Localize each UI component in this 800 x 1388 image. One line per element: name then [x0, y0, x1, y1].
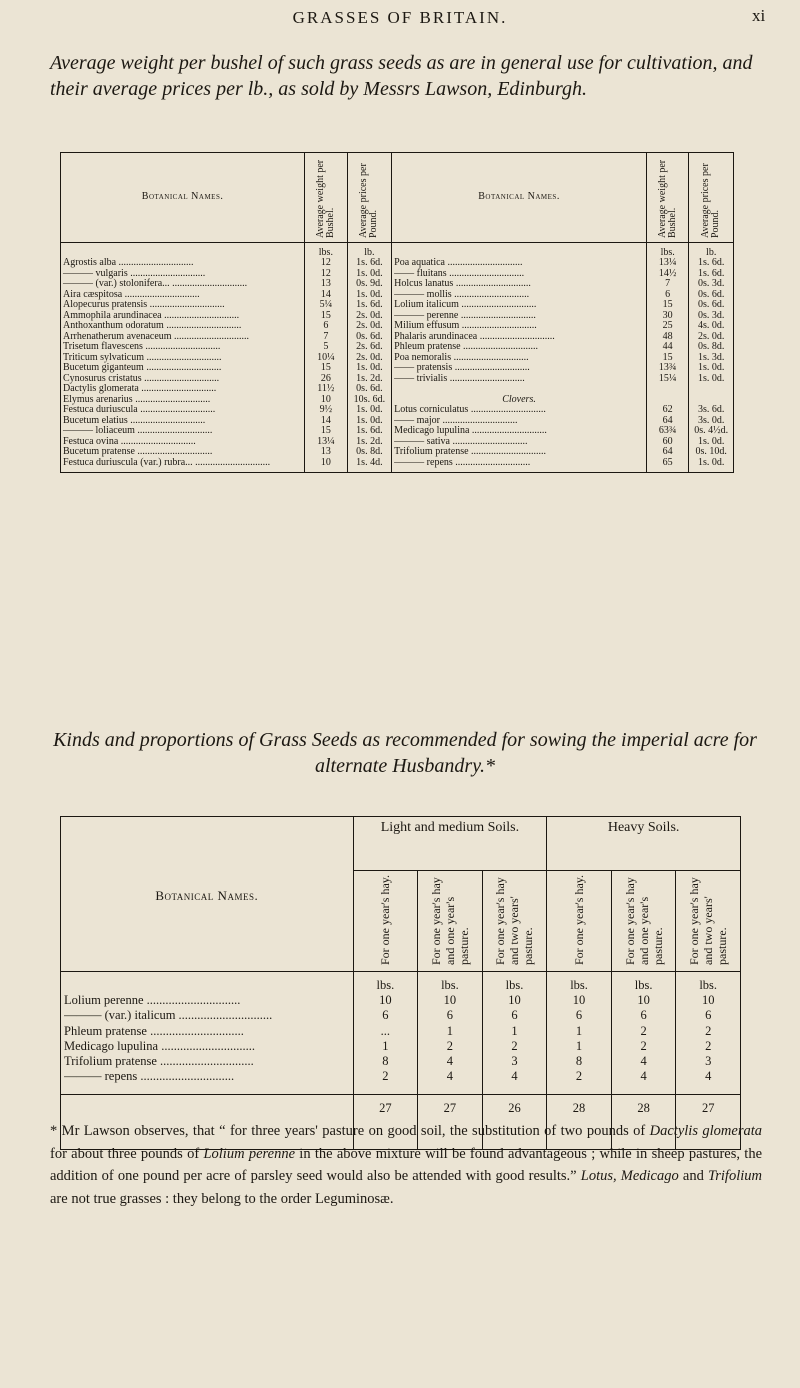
- species-name: Trifolium pratense ..............................: [64, 1053, 254, 1068]
- species-name: Medicago lupulina ..............................: [394, 425, 547, 436]
- t2-total: 26: [482, 1095, 547, 1150]
- species-name: ——— (var.) stolonifera... ..............................: [63, 278, 248, 289]
- price-value: 0s. 3d.: [697, 309, 725, 321]
- price-value: 2s. 0d.: [356, 309, 383, 321]
- price-value: 1s. 0d.: [697, 435, 725, 447]
- weight-value: 64: [662, 414, 673, 426]
- footnote: * Mr Lawson observes, that “ for three years' pasture on good soil, the substitution of two pounds of Dactylis glomerata for about three pounds of Lolium perenne in the above mixture will be found advantageous ; while in sheep pastures, the addition of one pound per acre of parsley seed would also be attended with good results.” Lotus, Medicago and Trifolium are not true grasses : they belong to the order Leguminosæ.: [50, 1123, 762, 1207]
- species-name: —— trivialis ..............................: [394, 372, 525, 384]
- price-value: 1s. 6d.: [697, 267, 725, 279]
- weight-value: 25: [662, 320, 673, 331]
- price-value: 1s. 4d.: [356, 456, 383, 468]
- amount-value: 1: [446, 1023, 454, 1038]
- seed-weight-price-table: [60, 152, 734, 473]
- species-name: Bucetum giganteum ..............................: [63, 362, 222, 373]
- weight-value: 12: [320, 257, 331, 268]
- t2-total: 27: [418, 1095, 483, 1150]
- species-name: Anthoxanthum odoratum ..............................: [63, 320, 242, 331]
- price-value: 0s. 8d.: [697, 341, 725, 352]
- species-name: Bucetum pratense ..............................: [63, 446, 213, 457]
- amount-value: 6: [511, 1008, 518, 1023]
- species-name: Milium effusum ..............................: [394, 320, 537, 331]
- amount-value: 10: [701, 993, 715, 1008]
- price-value: 0s. 10d.: [695, 446, 727, 457]
- t2-col-header: For one year's hay and two years' pasture.: [676, 871, 741, 972]
- species-name: Alopecurus pratensis ..............................: [63, 299, 225, 310]
- weight-value: 12: [320, 267, 331, 279]
- amount-value: 10: [508, 993, 521, 1008]
- t2-values-col: [482, 972, 547, 1095]
- unit-label: lb.: [364, 246, 375, 258]
- price-value: 1s. 3d.: [697, 351, 725, 363]
- weight-value: 64: [662, 446, 673, 457]
- t2-values-col: [611, 972, 676, 1095]
- species-name: Holcus lanatus ..............................: [394, 278, 531, 289]
- species-name: Medicago lupulina ..............................: [64, 1038, 255, 1053]
- amount-value: 10: [443, 993, 457, 1008]
- amount-value: 10: [572, 993, 586, 1008]
- weight-value: 60: [662, 435, 673, 447]
- species-name: ——— repens ..............................: [394, 456, 531, 468]
- weight-value: 14½: [658, 267, 677, 279]
- price-value: 1s. 6d.: [356, 299, 383, 310]
- price-value: 0s. 8d.: [356, 446, 383, 457]
- t2-group-light: Light and medium Soils.: [353, 817, 547, 871]
- weight-value: 15: [320, 425, 331, 436]
- species-name: Lotus corniculatus ..............................: [394, 404, 546, 415]
- weight-value: 11½: [317, 383, 335, 394]
- price-value: 1s. 0d.: [356, 288, 383, 300]
- price-value: 0s. 6d.: [356, 383, 383, 394]
- weight-value: 15: [320, 309, 331, 321]
- page-number: xi: [752, 6, 766, 25]
- species-name: ——— loliaceum ..............................: [63, 425, 213, 436]
- weight-value: 48: [662, 330, 673, 342]
- spacer: [649, 384, 686, 395]
- weight-value: 15: [320, 362, 331, 373]
- amount-value: 6: [705, 1008, 712, 1023]
- weight-value: 63¾: [658, 425, 677, 436]
- price-value: 1s. 2d.: [356, 372, 383, 384]
- weight-value: 13¾: [658, 362, 677, 373]
- unit-label: lbs.: [570, 978, 588, 992]
- weight-value: 13¼: [317, 435, 335, 447]
- running-head: GRASSES OF BRITAIN.: [292, 8, 508, 27]
- amount-value: 1: [575, 1038, 583, 1053]
- weight-value: 15¼: [658, 372, 677, 384]
- price-value: 0s. 6d.: [697, 299, 725, 310]
- unit-label: lbs.: [699, 978, 718, 992]
- price-value: 2s. 6d.: [356, 341, 383, 352]
- species-name: Agrostis alba ..............................: [63, 257, 194, 268]
- price-value: 0s. 6d.: [356, 330, 383, 342]
- species-name: Festuca duriuscula (var.) rubra... ..............................: [63, 456, 271, 468]
- t1-header-price-left: Average prices per Pound.: [347, 153, 392, 243]
- amount-value: 3: [511, 1053, 518, 1068]
- species-name: ——— vulgaris ..............................: [63, 267, 206, 279]
- price-value: 1s. 0d.: [356, 404, 383, 415]
- amount-value: 2: [446, 1038, 454, 1053]
- price-value: 1s. 0d.: [697, 372, 725, 384]
- price-value: 1s. 6d.: [356, 257, 383, 268]
- amount-value: 10: [379, 993, 392, 1008]
- amount-value: 4: [705, 1069, 712, 1084]
- spacer: [64, 978, 350, 993]
- t1-header-name-left: Botanical Names.: [61, 153, 305, 243]
- amount-value: 1: [382, 1038, 389, 1053]
- price-value: 1s. 0d.: [356, 414, 383, 426]
- t1-right-prices: [689, 242, 734, 473]
- amount-value: 2: [705, 1023, 712, 1038]
- t1-header-weight-right: Average weight per Bushel.: [646, 153, 688, 243]
- amount-value: 6: [382, 1008, 389, 1023]
- species-name: ——— mollis ..............................: [394, 288, 530, 300]
- t1-header-weight-left: Average weight per Bushel.: [305, 153, 347, 243]
- weight-value: 44: [662, 341, 673, 352]
- price-value: 0s. 6d.: [697, 288, 725, 300]
- t2-names: [61, 972, 354, 1095]
- amount-value: 4: [511, 1069, 518, 1084]
- amount-value: 4: [446, 1053, 454, 1068]
- species-name: Phleum pratense ..............................: [394, 341, 539, 352]
- price-value: 1s. 6d.: [697, 257, 725, 268]
- table2-title: Kinds and proportions of Grass Seeds as recommended for sowing the imperial acre for alternate Husbandry.*: [53, 729, 757, 777]
- species-name: ——— (var.) italicum ..............................: [64, 1008, 273, 1023]
- t2-total: 27: [676, 1095, 741, 1150]
- weight-value: 5¼: [319, 299, 333, 310]
- t1-right-weights: [646, 242, 688, 473]
- amount-value: 8: [382, 1053, 389, 1068]
- spacer: [394, 384, 644, 395]
- amount-value: 6: [446, 1008, 454, 1023]
- species-name: Arrhenatherum avenaceum ..............................: [63, 330, 250, 342]
- amount-value: 10: [637, 993, 650, 1008]
- t2-total: 28: [547, 1095, 612, 1150]
- weight-value: 6: [665, 288, 671, 300]
- t2-values-col: [353, 972, 418, 1095]
- t1-left-names: [61, 242, 305, 473]
- species-name: Triticum sylvaticum ..............................: [63, 351, 222, 363]
- weight-value: 30: [662, 309, 673, 321]
- weight-value: 9½: [319, 404, 333, 415]
- t2-values-col: [676, 972, 741, 1095]
- table1-title: Average weight per bushel of such grass seeds as are in general use for cultivation, and their average prices per lb., as sold by Messrs Lawson, Edinburgh.: [50, 52, 753, 100]
- weight-value: 65: [662, 456, 673, 468]
- species-name: Ammophila arundinacea ..............................: [63, 309, 240, 321]
- weight-value: 13: [320, 278, 331, 289]
- amount-value: 2: [640, 1023, 647, 1038]
- seed-proportions-table: [60, 816, 741, 1150]
- amount-value: ...: [380, 1023, 391, 1038]
- species-name: Elymus arenarius ..............................: [63, 393, 211, 405]
- amount-value: 2: [705, 1038, 712, 1053]
- species-name: —— major ..............................: [394, 414, 518, 426]
- species-name: Trisetum flavescens ..............................: [63, 341, 221, 352]
- species-name: —— pratensis ..............................: [394, 362, 530, 373]
- amount-value: 6: [575, 1008, 583, 1023]
- weight-value: 14: [320, 288, 331, 300]
- weight-value: 10: [320, 393, 331, 405]
- weight-value: 14: [320, 414, 331, 426]
- t1-right-names: [392, 242, 647, 473]
- weight-value: 15: [662, 351, 673, 363]
- t2-values-col: [418, 972, 483, 1095]
- price-value: 10s. 6d.: [353, 393, 386, 405]
- price-value: 0s. 3d.: [697, 278, 725, 289]
- t2-col-header: For one year's hay.: [353, 871, 418, 972]
- weight-value: 6: [323, 320, 329, 331]
- unit-label: lb.: [706, 246, 717, 258]
- amount-value: 3: [705, 1053, 712, 1068]
- price-value: 1s. 0d.: [356, 362, 383, 373]
- amount-value: 2: [640, 1038, 647, 1053]
- species-name: Bucetum elatius ..............................: [63, 414, 206, 426]
- weight-value: 10¼: [317, 351, 335, 363]
- t2-total: 27: [353, 1095, 418, 1150]
- amount-value: 2: [382, 1069, 389, 1084]
- t2-col-header: For one year's hay.: [547, 871, 612, 972]
- t1-left-prices: [347, 242, 392, 473]
- unit-label: lbs.: [376, 978, 395, 992]
- price-value: 1s. 6d.: [356, 425, 383, 436]
- weight-value: 13¼: [658, 257, 677, 268]
- species-name: Phalaris arundinacea ..............................: [394, 330, 555, 342]
- price-value: 1s. 2d.: [356, 435, 383, 447]
- t2-total: 28: [611, 1095, 676, 1150]
- species-name: Poa nemoralis ..............................: [394, 351, 529, 363]
- weight-value: 62: [662, 404, 673, 415]
- price-value: 2s. 0d.: [697, 330, 725, 342]
- weight-value: 5: [323, 341, 329, 352]
- species-name: ——— perenne ..............................: [394, 309, 536, 321]
- t2-col-header: For one year's hay and two years' pasture.: [482, 871, 547, 972]
- weight-value: 7: [323, 330, 329, 342]
- species-name: ——— sativa ..............................: [394, 435, 528, 447]
- amount-value: 1: [575, 1023, 583, 1038]
- t2-values-col: [547, 972, 612, 1095]
- t2-header-name: Botanical Names.: [61, 817, 354, 972]
- weight-value: 10: [320, 456, 331, 468]
- species-name: Lolium italicum ..............................: [394, 299, 537, 310]
- price-value: 3s. 0d.: [697, 414, 725, 426]
- weight-value: 26: [320, 372, 331, 384]
- unit-label: lbs.: [505, 978, 524, 992]
- species-name: Festuca duriuscula ..............................: [63, 404, 216, 415]
- t1-header-price-right: Average prices per Pound.: [689, 153, 734, 243]
- price-value: 0s. 4½d.: [694, 425, 729, 436]
- amount-value: 4: [640, 1053, 647, 1068]
- unit-label: lbs.: [660, 246, 675, 258]
- price-value: 4s. 0d.: [697, 320, 725, 331]
- price-value: 1s. 0d.: [356, 267, 383, 279]
- species-name: Aira cæspitosa ..............................: [63, 288, 200, 300]
- unit-label: lbs.: [318, 246, 333, 258]
- t1-header-name-right: Botanical Names.: [392, 153, 647, 243]
- weight-value: 13: [320, 446, 331, 457]
- amount-value: 1: [511, 1023, 518, 1038]
- weight-value: 15: [662, 299, 673, 310]
- price-value: 2s. 0d.: [356, 320, 383, 331]
- unit-label: lbs.: [441, 978, 459, 992]
- amount-value: 4: [640, 1069, 647, 1084]
- amount-value: 8: [575, 1053, 583, 1068]
- species-name: Poa aquatica ..............................: [394, 257, 523, 268]
- t2-col-header: For one year's hay and one year's pasture.: [611, 871, 676, 972]
- t1-left-weights: [305, 242, 347, 473]
- species-name: Phleum pratense ..............................: [64, 1023, 244, 1038]
- species-name: Cynosurus cristatus ..............................: [63, 372, 220, 384]
- species-name: Dactylis glomerata ..............................: [63, 383, 217, 394]
- price-value: 1s. 0d.: [697, 456, 725, 468]
- unit-label: lbs.: [634, 978, 653, 992]
- amount-value: 2: [511, 1038, 518, 1053]
- amount-value: 4: [446, 1069, 454, 1084]
- amount-value: 2: [575, 1069, 583, 1084]
- price-value: 1s. 0d.: [697, 362, 725, 373]
- species-name: Trifolium pratense ..............................: [394, 446, 547, 457]
- price-value: 2s. 0d.: [356, 351, 383, 363]
- weight-value: 7: [665, 278, 671, 289]
- price-value: 0s. 9d.: [356, 278, 383, 289]
- species-name: ——— repens ..............................: [64, 1069, 235, 1084]
- t2-group-heavy: Heavy Soils.: [547, 817, 741, 871]
- spacer: [691, 384, 731, 395]
- t2-col-header: For one year's hay and one year's pasture.: [418, 871, 483, 972]
- species-name: —— fluitans ..............................: [394, 267, 525, 279]
- amount-value: 6: [640, 1008, 647, 1023]
- clovers-heading: Clovers.: [502, 393, 536, 405]
- species-name: Festuca ovina ..............................: [63, 435, 196, 447]
- price-value: 3s. 6d.: [697, 404, 725, 415]
- species-name: Lolium perenne ..............................: [64, 993, 241, 1008]
